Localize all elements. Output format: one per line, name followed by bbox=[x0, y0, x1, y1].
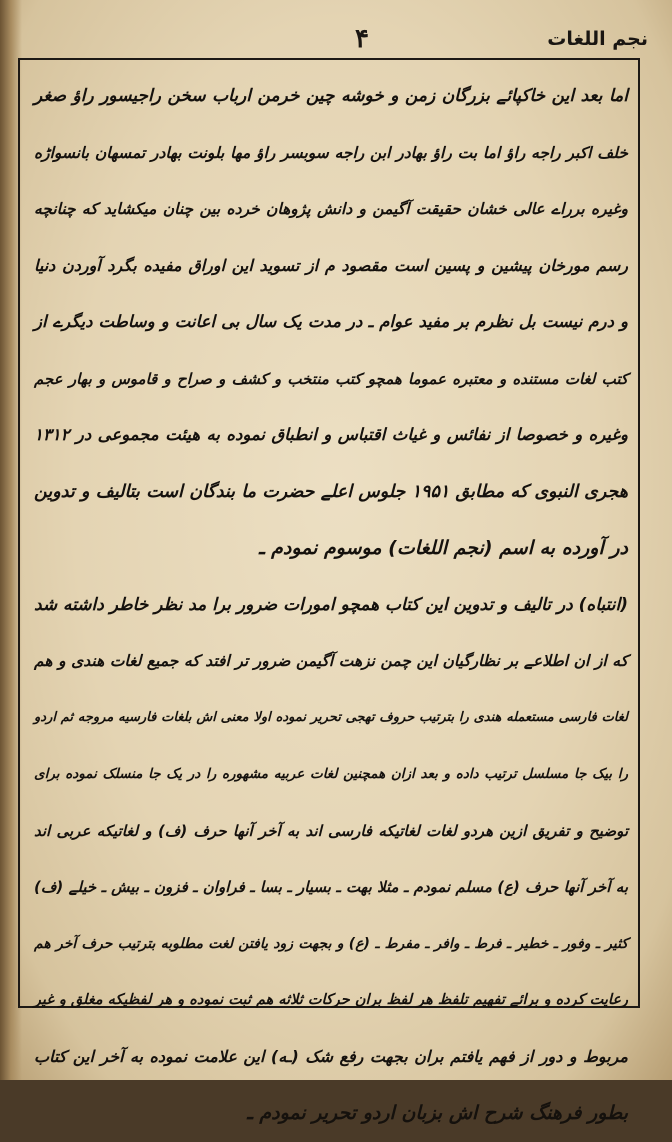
text-line: هجری النبوی که مطابق ۱۹۵۱ جلوس اعلے حضرت ما بندگان است بتالیف و تدوین bbox=[34, 481, 629, 502]
text-line: اما بعد این خاکپائے بزرگان زمن و خوشه چین خرمن ارباب سخن راجیسور راؤ صغر bbox=[34, 86, 628, 106]
text-line: در آورده به اسم (نجم اللغات) موسوم نمودم ـ bbox=[258, 537, 628, 559]
text-line: مربوط و دور از فهم یافتم بران بجهت رفع شک (ـه) این علامت نموده به آخر این کتاب bbox=[34, 1046, 628, 1066]
text-line: وغیره و خصوصا از نفائس و غیاث اقتباس و انطباق نموده به هیئت مجموعی در ۱۳۱۲ bbox=[34, 425, 628, 444]
running-title: نجم اللغات bbox=[547, 28, 648, 50]
text-border-frame bbox=[18, 58, 640, 1124]
text-line: کثیر ـ وفور ـ خطیر ـ فرط ـ وافر ـ مفرط ـ (ع) و بجهت زود یافتن لغت مطلوبه بترتیب حرف آخر هم bbox=[34, 935, 628, 952]
text-line: وغیره برراے عالی خشان حقیقت آگیمن و دانش پژوهان خرده بین چنان میکشاید که چنانچه bbox=[34, 200, 628, 218]
text-line: به آخر آنها حرف (ع) مسلم نمودم ـ مثلا بهت ـ بسیار ـ بسا ـ فراوان ـ فزون ـ بیش ـ خیلے (ف) bbox=[34, 878, 628, 896]
page-number: ۴ bbox=[355, 24, 369, 54]
text-line: (انتباه) در تالیف و تدوین این کتاب همچو امورات ضرور برا مد نظر خاطر داشته شد bbox=[33, 594, 628, 615]
text-line: بطور فرهنگ شرح اش بزبان اردو تحریر نمودم ـ bbox=[247, 1102, 628, 1124]
text-line: توضیح و تفریق ازین هردو لغات لغاتیکه فارسی اند به آخر آنها حرف (ف) و لغاتیکه عربی اند bbox=[34, 821, 628, 840]
text-line: و درم نیست بل نظرم بر مفید عوام ـ در مدت یک سال بی اعانت و وساطت دیگرے از bbox=[34, 312, 628, 331]
text-line: کتب لغات مستنده و معتبره عموما همچو کتب منتخب و کشف و صراح و قاموس و بهار عجم bbox=[34, 369, 628, 388]
page-header bbox=[22, 22, 662, 60]
text-line: خلف اکبر راجه راؤ اما بت راؤ بهادر ابن راجه سوبسر راؤ مها بلونت بهادر تمسهان بانسواڑه bbox=[34, 143, 628, 162]
body-text bbox=[34, 68, 628, 1142]
text-line: را بیک جا مسلسل ترتیب داده و بعد ازان همچنین لغات عربیه مشهوره را در یک جا منسلک نموده برای bbox=[34, 766, 628, 782]
text-line: لغات فارسی مستعمله هندی را بترتیب حروف تهجی تحریر نموده اولا معنی اش بلغات فارسیه مروجه ثم اردو bbox=[34, 709, 628, 725]
text-line: رعایت کرده و برائے تفهیم تلفظ هر لفظ بران حرکات ثلاثه هم ثبت نموده و هر لفظیکه مغلق و غیر bbox=[33, 992, 628, 1008]
text-line: رسم مورخان پیشین و پسین است مقصود م از تسوید این اوراق مفیده بگرد آوردن دنیا bbox=[34, 255, 628, 275]
text-line: که از ان اطلاعے بر نظارگیان این چمن نزهت آگیمن ضرور تر افتد که جمیع لغات هندی و هم bbox=[34, 652, 628, 670]
